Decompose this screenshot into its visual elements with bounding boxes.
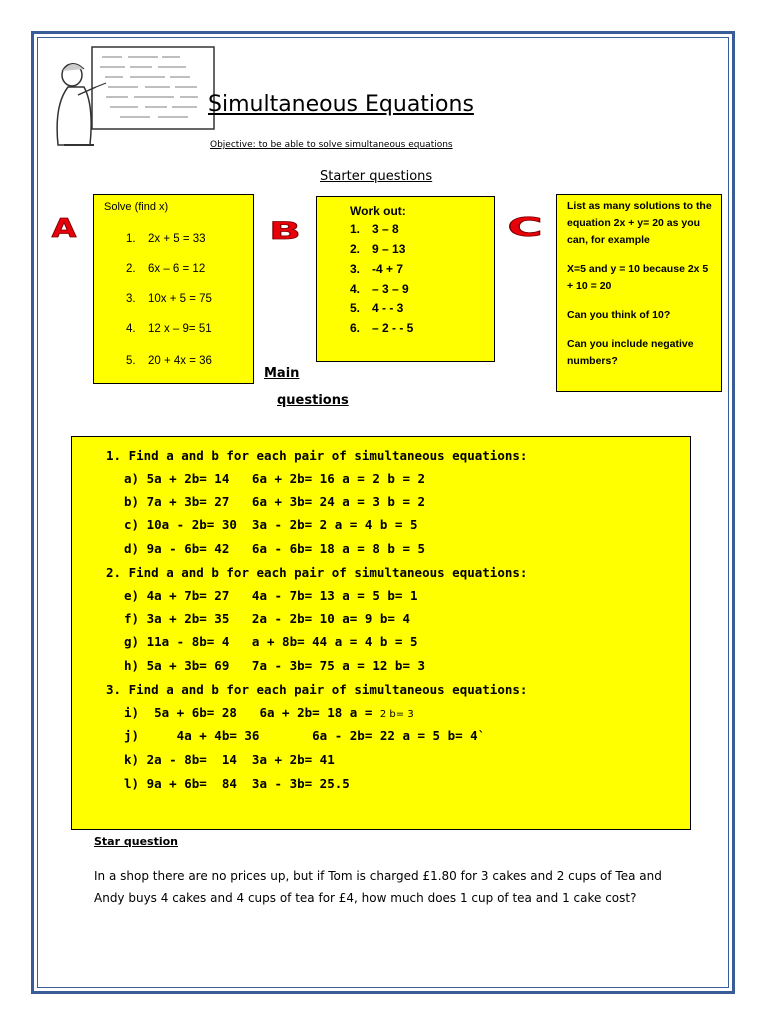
svg-text:C: C bbox=[507, 212, 543, 240]
box-a-heading: Solve (find x) bbox=[104, 201, 169, 213]
box-a-item: 5. 20 + 4x = 36 bbox=[126, 355, 212, 367]
question-item: k) 2a - 8b= 14 3a + 2b= 41 bbox=[124, 752, 335, 767]
svg-text:B: B bbox=[269, 217, 301, 242]
box-c-question: Can you include negative numbers? bbox=[567, 338, 694, 367]
question-item: h) 5a + 3b= 69 7a - 3b= 75 a = 12 b= 3 bbox=[124, 658, 426, 673]
box-c-question: Can you think of 10? bbox=[567, 309, 671, 321]
question-item: i) 5a + 6b= 28 6a + 2b= 18 a = 2 b= 3 bbox=[124, 705, 414, 720]
main-questions-label: questions bbox=[277, 393, 349, 408]
question-item: f) 3a + 2b= 35 2a - 2b= 10 a= 9 b= 4 bbox=[124, 611, 410, 626]
question-heading: 1. Find a and b for each pair of simultaneous equations: bbox=[106, 448, 528, 463]
box-a-item: 2. 6x – 6 = 12 bbox=[126, 263, 206, 275]
letter-c-wordart bbox=[495, 208, 555, 240]
box-a-item: 4. 12 x – 9= 51 bbox=[126, 323, 212, 335]
question-item: c) 10a - 2b= 30 3a - 2b= 2 a = 4 b = 5 bbox=[124, 517, 418, 532]
box-a-item: 3. 10x + 5 = 75 bbox=[126, 293, 212, 305]
box-b-heading: Work out: bbox=[350, 204, 406, 218]
box-b-item: 3. -4 + 7 bbox=[350, 262, 404, 276]
question-heading: 2. Find a and b for each pair of simultaneous equations: bbox=[106, 565, 528, 580]
box-b-item: 5. 4 - - 3 bbox=[350, 301, 404, 315]
box-b-item: 1. 3 – 8 bbox=[350, 222, 399, 236]
letter-b-wordart bbox=[254, 212, 316, 242]
question-item: a) 5a + 2b= 14 6a + 2b= 16 a = 2 b = 2 bbox=[124, 471, 426, 486]
objective-text: Objective: to be able to solve simultaneous equations bbox=[210, 140, 453, 150]
box-c-example: X=5 and y = 10 because 2x 5 + 10 = 20 bbox=[567, 263, 709, 292]
starter-box-b bbox=[316, 196, 495, 362]
box-c-instructions: List as many solutions to the equation 2x + y= 20 as you can, for example bbox=[567, 200, 712, 246]
main-questions-label: Main bbox=[264, 366, 300, 381]
box-b-item: 6. – 2 - - 5 bbox=[350, 321, 414, 335]
starter-heading: Starter questions bbox=[320, 169, 433, 184]
question-item: j) 4a + 4b= 36 6a - 2b= 22 a = 5 b= 4` bbox=[124, 728, 486, 743]
star-question-text: In a shop there are no prices up, but if Tom is charged £1.80 for 3 cakes and 2 cups of Tea and Andy buys 4 cakes and 4 cups of tea for £4, how much does 1 cup of tea and 1 cake cost? bbox=[94, 869, 662, 905]
teacher-at-board-illustration bbox=[50, 45, 220, 155]
starter-box-c bbox=[556, 194, 722, 392]
box-b-item: 4. – 3 – 9 bbox=[350, 282, 409, 296]
question-item: b) 7a + 3b= 27 6a + 3b= 24 a = 3 b = 2 bbox=[124, 494, 426, 509]
question-item: d) 9a - 6b= 42 6a - 6b= 18 a = 8 b = 5 bbox=[124, 541, 426, 556]
box-a-item: 1. 2x + 5 = 33 bbox=[126, 233, 206, 245]
question-item: g) 11a - 8b= 4 a + 8b= 44 a = 4 b = 5 bbox=[124, 634, 418, 649]
page-title: Simultaneous Equations bbox=[208, 92, 474, 117]
question-item: e) 4a + 7b= 27 4a - 7b= 13 a = 5 b= 1 bbox=[124, 588, 418, 603]
letter-a-wordart bbox=[36, 210, 92, 240]
box-b-item: 2. 9 – 13 bbox=[350, 242, 406, 256]
star-question-heading: Star question bbox=[94, 835, 178, 848]
question-item: l) 9a + 6b= 84 3a - 3b= 25.5 bbox=[124, 776, 350, 791]
main-questions-box bbox=[71, 436, 691, 830]
svg-text:A: A bbox=[51, 213, 77, 240]
starter-box-a bbox=[93, 194, 254, 384]
question-heading: 3. Find a and b for each pair of simultaneous equations: bbox=[106, 682, 528, 697]
